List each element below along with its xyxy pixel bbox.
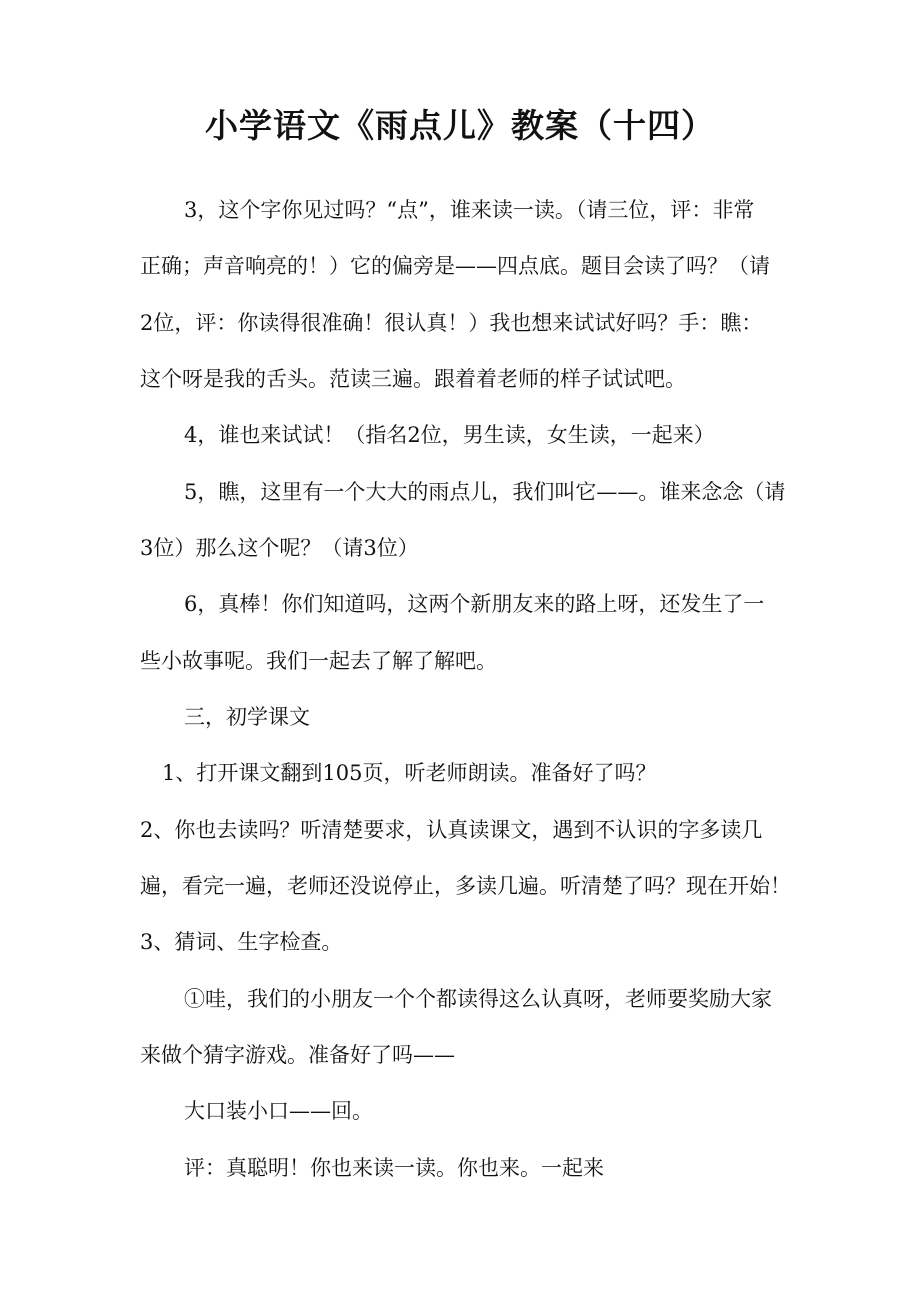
paragraph-line: 4，谁也来试试！（指名2位，男生读，女生读，一起来） bbox=[184, 423, 715, 447]
paragraph-line: ①哇，我们的小朋友一个个都读得这么认真呀，老师要奖励大家 bbox=[184, 987, 772, 1011]
paragraph-line: 评：真聪明！你也来读一读。你也来。一起来 bbox=[184, 1156, 604, 1180]
paragraph-line: 些小故事呢。我们一起去了解了解吧。 bbox=[140, 649, 497, 673]
paragraph-line: 3位）那么这个呢？（请3位） bbox=[140, 536, 419, 560]
paragraph-line: 6，真棒！你们知道吗，这两个新朋友来的路上呀，还发生了一 bbox=[184, 592, 765, 616]
paragraph-line: 遍，看完一遍，老师还没说停止，多读几遍。听清楚了吗？现在开始！ bbox=[140, 874, 791, 898]
paragraph-line: 这个呀是我的舌头。范读三遍。跟着着老师的样子试试吧。 bbox=[140, 367, 686, 391]
list-item: 2、你也去读吗？听清楚要求，认真读课文，遇到不认识的字多读几 bbox=[140, 818, 763, 842]
paragraph-line: 大口装小口——回。 bbox=[184, 1099, 373, 1123]
paragraph-line: 2位，评：你读得很准确！很认真！）我也想来试试好吗？手：瞧： bbox=[140, 311, 763, 335]
document-title: 小学语文《雨点儿》教案（十四） bbox=[205, 106, 715, 145]
list-item: 3、猜词、生字检查。 bbox=[140, 930, 343, 954]
paragraph-line: 来做个猜字游戏。准备好了吗—— bbox=[140, 1043, 455, 1067]
paragraph-line: 3，这个字你见过吗？“点”，谁来读一读。（请三位，评：非常 bbox=[184, 198, 755, 222]
paragraph-line: 5，瞧，这里有一个大大的雨点儿，我们叫它——。谁来念念（请 bbox=[184, 480, 786, 504]
list-item: 1、打开课文翻到105页，听老师朗读。准备好了吗？ bbox=[162, 761, 657, 785]
paragraph-line: 正确；声音响亮的！）它的偏旁是——四点底。题目会读了吗？（请 bbox=[140, 254, 770, 278]
section-heading: 三，初学课文 bbox=[184, 705, 310, 729]
